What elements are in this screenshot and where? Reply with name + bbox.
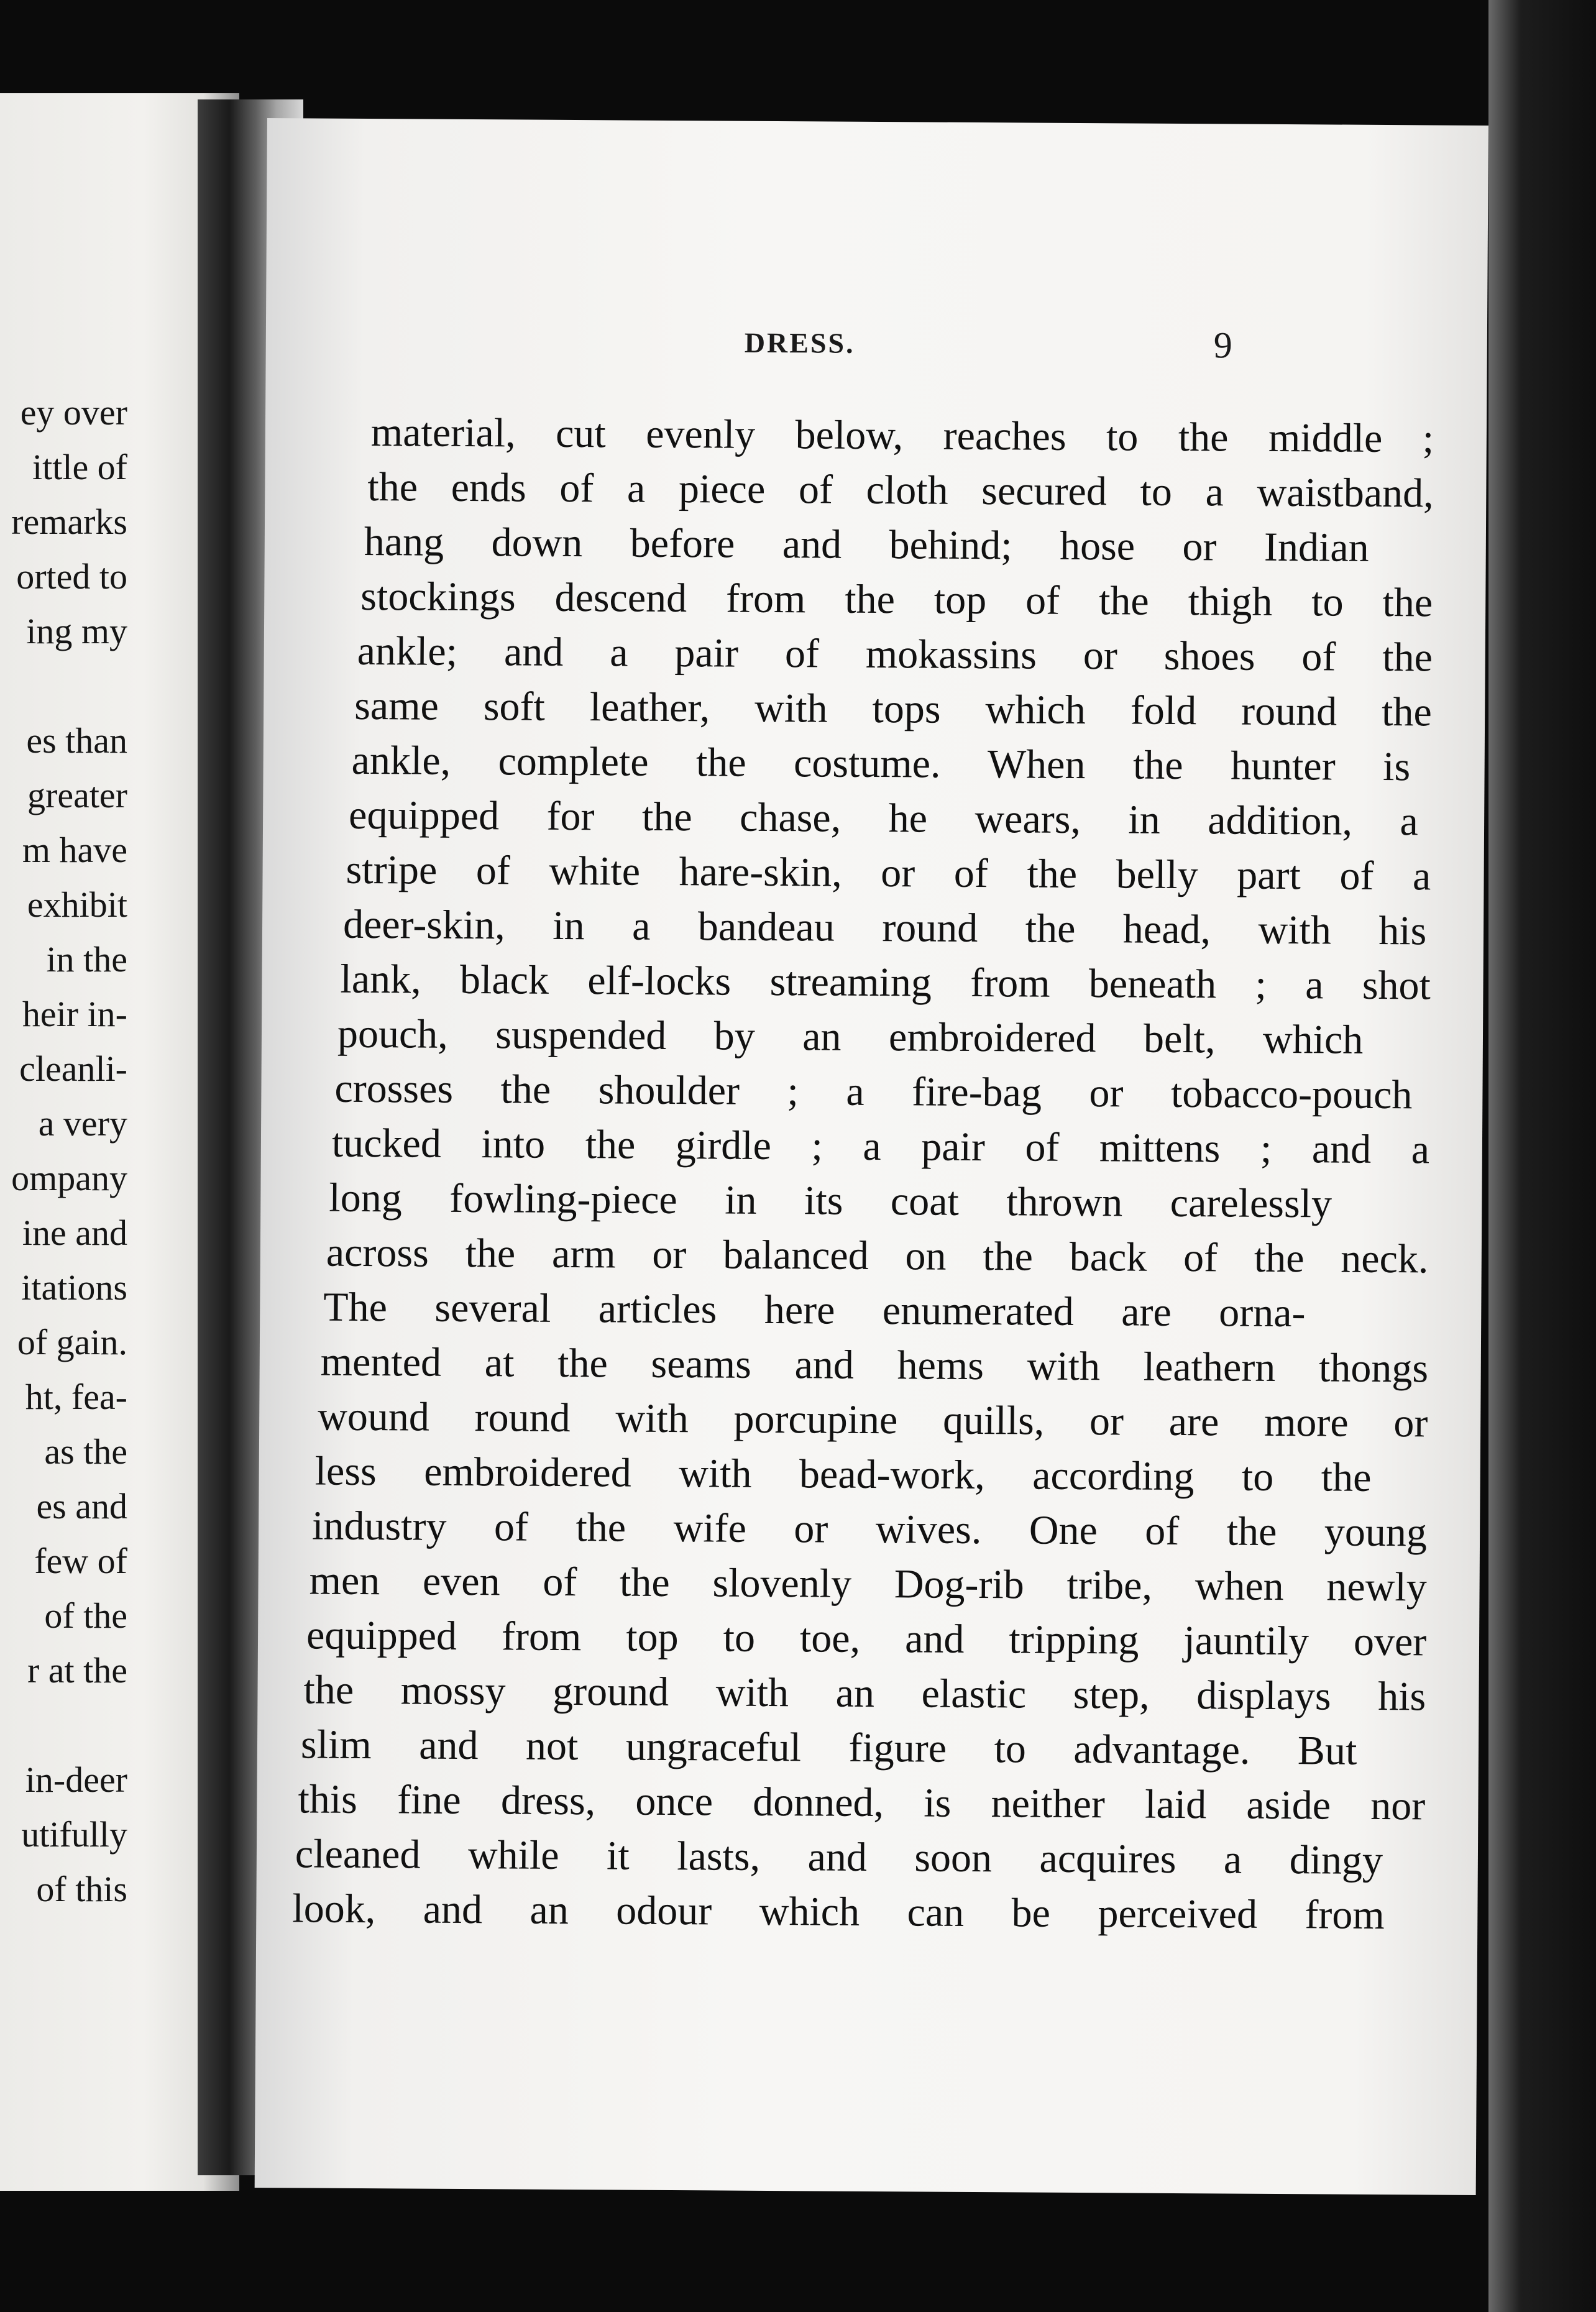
body-line: equipped for the chase, he wears, in addition, a bbox=[348, 792, 1419, 845]
left-page-line: exhibit bbox=[27, 884, 127, 925]
body-line: lank, black elf-locks streaming from beneath ; a shot bbox=[340, 956, 1431, 1009]
left-page-line: ittle of bbox=[32, 447, 127, 487]
running-head: DRESS. bbox=[744, 326, 855, 359]
body-line: tucked into the girdle ; a pair of mittens ; and a bbox=[331, 1120, 1430, 1173]
body-line: deer-skin, in a bandeau round the head, with his bbox=[342, 901, 1427, 954]
body-line: this fine dress, once donned, is neither laid aside nor bbox=[298, 1776, 1426, 1829]
left-page-line: utifully bbox=[21, 1814, 127, 1855]
body-line: men even of the slovenly Dog-rib tribe, when newly bbox=[309, 1557, 1427, 1610]
page-number: 9 bbox=[1213, 324, 1232, 366]
left-page-line: orted to bbox=[16, 556, 127, 597]
body-line: same soft leather, with tops which fold round the bbox=[354, 682, 1432, 735]
left-page-line: remarks bbox=[11, 502, 127, 542]
left-page-line: heir in- bbox=[22, 994, 127, 1034]
left-page-line: ompany bbox=[11, 1158, 127, 1198]
left-page-line: few of bbox=[34, 1541, 127, 1581]
left-page-line: ht, fea- bbox=[25, 1377, 127, 1417]
left-page-line: ine and bbox=[22, 1213, 127, 1253]
scan-border-right bbox=[1488, 0, 1596, 2312]
body-line: industry of the wife or wives. One of the young bbox=[311, 1503, 1428, 1556]
left-page-line: ing my bbox=[26, 611, 127, 651]
left-page-line: in the bbox=[46, 939, 127, 979]
body-line: equipped from top to toe, and tripping jauntily over bbox=[306, 1612, 1427, 1665]
body-line: the ends of a piece of cloth secured to a waistband, bbox=[367, 464, 1434, 516]
body-line: across the arm or balanced on the back of the neck. bbox=[326, 1229, 1429, 1282]
left-page-line: es and bbox=[36, 1486, 127, 1526]
body-line: the mossy ground with an elastic step, displays his bbox=[303, 1667, 1426, 1720]
left-page-line: in-deer bbox=[25, 1759, 127, 1800]
body-line: long fowling-piece in its coat thrown carelessly bbox=[329, 1175, 1332, 1227]
body-line: slim and not ungraceful figure to advantage. But bbox=[300, 1722, 1357, 1774]
body-text bbox=[267, 118, 1488, 1938]
left-page-line: of this bbox=[36, 1869, 127, 1909]
body-line: stockings descend from the top of the thigh to the bbox=[360, 573, 1433, 626]
body-line: hang down before and behind; hose or Indian bbox=[364, 518, 1369, 571]
body-line: pouch, suspended by an embroidered belt, which bbox=[337, 1011, 1364, 1063]
body-line: ankle; and a pair of mokassins or shoes of the bbox=[357, 628, 1433, 681]
left-page-line: itations bbox=[21, 1267, 127, 1308]
body-line: stripe of white hare-skin, or of the belly part of a bbox=[346, 846, 1431, 899]
body-line: mented at the seams and hems with leathern thongs bbox=[320, 1339, 1429, 1392]
body-line: The several articles here enumerated are orna- bbox=[323, 1284, 1306, 1336]
body-line: cleaned while it lasts, and soon acquires a dingy bbox=[295, 1831, 1383, 1884]
left-page-line: of gain. bbox=[17, 1322, 127, 1362]
left-page-line: cleanli- bbox=[19, 1048, 127, 1089]
body-line: wound round with porcupine quills, or are more or bbox=[318, 1393, 1428, 1446]
left-page-line: r at the bbox=[27, 1650, 127, 1690]
body-line: less embroidered with bead-work, according to the bbox=[314, 1448, 1372, 1500]
left-page-line: ey over bbox=[20, 392, 127, 433]
body-line: look, and an odour which can be perceived from bbox=[292, 1886, 1385, 1938]
left-page-line: as the bbox=[44, 1431, 127, 1472]
left-page-line: m have bbox=[22, 830, 127, 870]
left-page-line: greater bbox=[27, 775, 127, 815]
left-page-line: es than bbox=[26, 720, 127, 761]
left-page-line: a very bbox=[38, 1103, 127, 1144]
body-line: material, cut evenly below, reaches to the middle ; bbox=[370, 410, 1434, 462]
left-page-line: of the bbox=[44, 1595, 127, 1636]
page-9 bbox=[255, 118, 1488, 2195]
body-line: crosses the shoulder ; a fire-bag or tobacco-pouch bbox=[334, 1065, 1413, 1118]
body-line: ankle, complete the costume. When the hunter is bbox=[351, 737, 1411, 790]
